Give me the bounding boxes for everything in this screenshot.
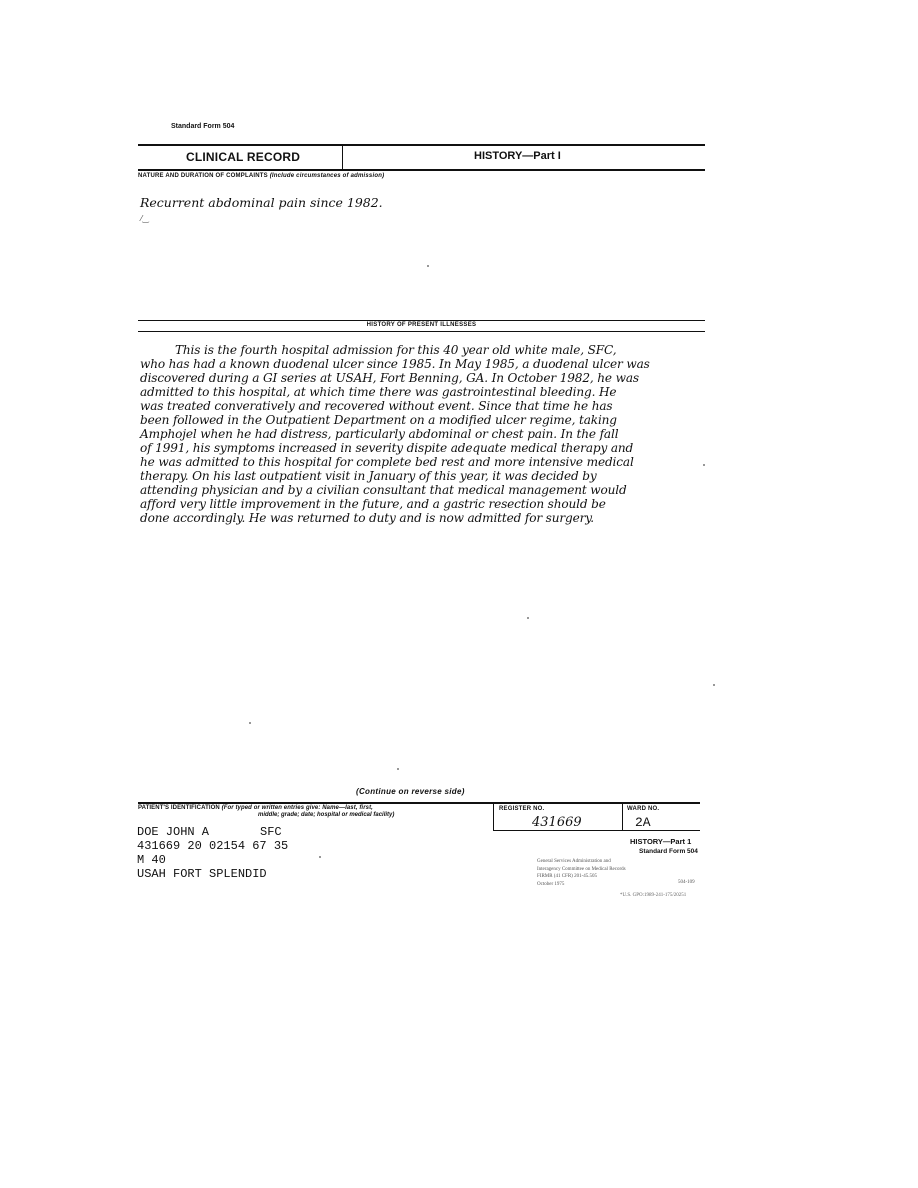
- header-divider: [342, 146, 343, 169]
- patient-id-label: [138, 805, 373, 812]
- register-left-rule: [493, 804, 494, 831]
- hpi-line: therapy. On his last outpatient visit in January of this year, it was decided by: [140, 469, 597, 483]
- hpi-line: been followed in the Outpatient Department on a modified ulcer regime, taking: [140, 413, 617, 427]
- register-bottom-rule: [493, 830, 700, 831]
- header-bottom-rule: [138, 169, 705, 171]
- part-title: HISTORY—Part I: [474, 150, 561, 162]
- ward-value: 2A: [635, 815, 651, 830]
- hpi-line: discovered during a GI series at USAH, Fort Benning, GA. In October 1982, he was: [140, 371, 639, 385]
- ward-left-rule: [622, 804, 623, 831]
- agency-line: Interagency Committee on Medical Records: [537, 866, 626, 872]
- scan-speck: [527, 617, 529, 619]
- patient-id-note: (For typed or written entries give: Name—last, first,: [221, 805, 373, 811]
- hpi-heading: HISTORY OF PRESENT ILLNESSES: [366, 322, 477, 328]
- complaints-label: [138, 173, 384, 179]
- hpi-bottom-rule: [138, 331, 705, 332]
- complaints-label-text: NATURE AND DURATION OF COMPLAINTS: [138, 173, 268, 179]
- footer-top-rule: [138, 802, 700, 804]
- hpi-line: This is the fourth hospital admission for this 40 year old white male, SFC,: [175, 343, 617, 357]
- hpi-line: he was admitted to this hospital for complete bed rest and more intensive medical: [140, 455, 634, 469]
- hpi-line: of 1991, his symptoms increased in severity dispite adequate medical therapy and: [140, 441, 634, 455]
- form-number: Standard Form 504: [639, 848, 698, 855]
- scan-speck: [713, 684, 715, 686]
- gpo-line: *U.S. GPO:1989-241-175/20251: [620, 893, 687, 898]
- scan-speck: [703, 464, 705, 466]
- patient-line-4: USAH FORT SPLENDID: [137, 867, 267, 881]
- agency-code: 504-109: [678, 880, 695, 885]
- agency-line: General Services Administration and: [537, 859, 611, 864]
- ward-label: WARD NO.: [627, 806, 660, 812]
- patient-line-3: M 40: [137, 853, 166, 867]
- hpi-line: afford very little improvement in the future, and a gastric resection should be: [140, 497, 606, 511]
- form-part: HISTORY—Part 1: [630, 837, 692, 846]
- hpi-line: admitted to this hospital, at which time there was gastrointestinal bleeding. He: [140, 385, 617, 399]
- hpi-line: done accordingly. He was returned to duty and is now admitted for surgery.: [140, 511, 594, 525]
- hpi-top-rule: [138, 320, 705, 321]
- scan-speck: [249, 722, 251, 724]
- continue-note-text: (Continue on reverse side): [356, 787, 465, 796]
- agency-line: FIRMR (41 CFR) 201-45.505: [537, 874, 598, 879]
- hpi-line: attending physician and by a civilian consultant that medical management would: [140, 483, 627, 497]
- scan-speck: [397, 768, 399, 770]
- patient-id-label-text: PATIENT'S IDENTIFICATION: [138, 805, 220, 811]
- patient-id-note-2: middle; grade; date; hospital or medical facility): [258, 812, 395, 818]
- pen-mark: ⁄‿: [141, 214, 149, 223]
- header-top-rule: [138, 144, 705, 146]
- patient-line-2: 431669 20 02154 67 35: [137, 839, 289, 853]
- hpi-line: who has had a known duodenal ulcer since 1985. In May 1985, a duodenal ulcer was: [140, 357, 650, 371]
- record-title: CLINICAL RECORD: [186, 150, 301, 164]
- agency-line: October 1975: [537, 881, 565, 887]
- complaints-text: Recurrent abdominal pain since 1982.: [140, 195, 383, 210]
- hpi-line: Amphojel when he had distress, particularly abdominal or chest pain. In the fall: [140, 427, 619, 441]
- agency-block: [537, 858, 626, 888]
- continue-note: [356, 787, 465, 796]
- scan-speck: [427, 265, 429, 267]
- register-label: REGISTER NO.: [499, 806, 545, 812]
- hpi-line: was treated converatively and recovered without event. Since that time he has: [140, 399, 613, 413]
- scan-speck: [319, 856, 321, 858]
- complaints-label-note: (Include circumstances of admission): [269, 173, 385, 179]
- patient-grade: SFC: [260, 825, 282, 839]
- register-value: 431669: [532, 815, 582, 830]
- form-label: Standard Form 504: [171, 123, 235, 130]
- patient-name: DOE JOHN A: [137, 825, 210, 839]
